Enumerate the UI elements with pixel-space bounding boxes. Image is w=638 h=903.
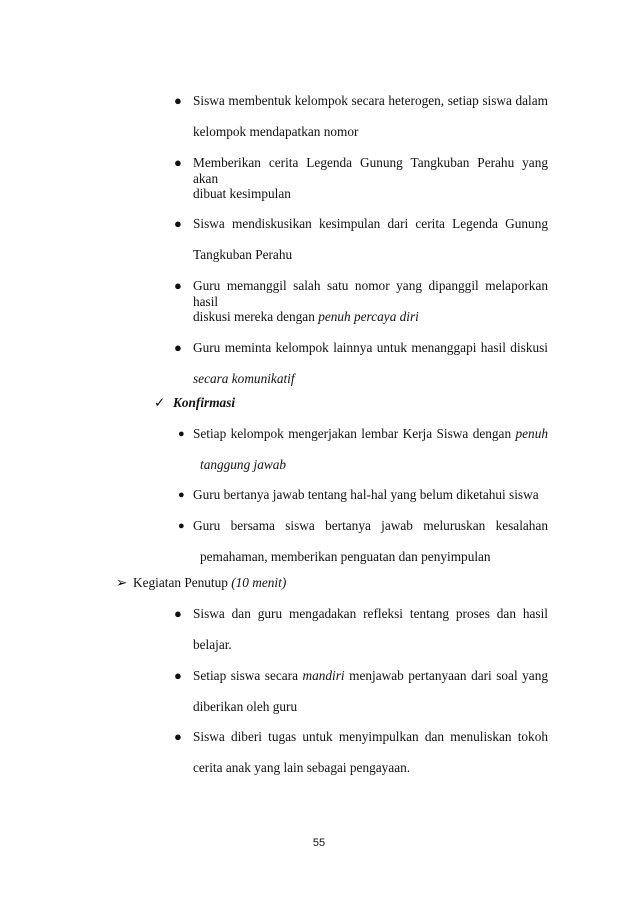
italic-text: penuh [515, 426, 548, 441]
bullet-icon: ● [174, 668, 182, 683]
list-item-line: kelompok mendapatkan nomor [193, 124, 359, 139]
bullet-icon: ● [174, 606, 182, 621]
list-item-line: Guru meminta kelompok lainnya untuk menanggapi hasil diskusi [193, 340, 548, 355]
list-item-line: Tangkuban Perahu [193, 247, 293, 262]
list-item-line: dibuat kesimpulan [193, 186, 291, 201]
list-item-line [193, 668, 548, 684]
italic-heading: Konfirmasi [173, 395, 236, 410]
bullet-icon: ● [174, 155, 182, 170]
list-item-line: pemahaman, memberikan penguatan dan penyimpulan [200, 549, 491, 564]
text-span: Setiap siswa secara [193, 668, 303, 683]
italic-text: tanggung jawab [200, 457, 287, 472]
list-item-line: diberikan oleh guru [193, 699, 298, 714]
bullet-icon: ● [174, 340, 182, 355]
italic-text: secara komunikatif [193, 371, 295, 386]
bullet-icon: ● [178, 428, 185, 440]
checkmark-icon: ✓ [154, 395, 166, 410]
section-heading [133, 575, 286, 591]
list-item-line [193, 309, 419, 325]
list-item-line: cerita anak yang lain sebagai pengayaan. [193, 760, 411, 775]
list-item-line: Siswa dan guru mengadakan refleksi tentang proses dan hasil [193, 606, 548, 621]
italic-text: penuh percaya diri [318, 309, 419, 324]
section-heading [173, 395, 235, 411]
list-item-line: Guru bertanya jawab tentang hal-hal yang belum diketahui siswa [193, 487, 539, 502]
list-item-line: Guru memanggil salah satu nomor yang dipanggil melaporkan hasil [193, 278, 548, 309]
list-item-line: belajar. [193, 637, 232, 652]
text-span: menjawab pertanyaan dari soal yang [344, 668, 548, 683]
bullet-icon: ● [178, 489, 185, 501]
heading-text: Kegiatan Penutup [133, 575, 232, 590]
bullet-icon: ● [174, 729, 182, 744]
list-item-line: Memberikan cerita Legenda Gunung Tangkuban Perahu yang akan [193, 155, 548, 186]
list-item-line: Siswa diberi tugas untuk menyimpulkan dan menuliskan tokoh [193, 729, 548, 744]
arrow-bullet-icon: ➢ [116, 575, 128, 590]
list-item-line: Guru bersama siswa bertanya jawab meluruskan kesalahan [193, 518, 548, 533]
italic-text: mandiri [302, 668, 345, 683]
bullet-icon: ● [174, 216, 182, 231]
duration-text: (10 menit) [231, 575, 287, 590]
list-item-line: Siswa mendiskusikan kesimpulan dari cerita Legenda Gunung [193, 216, 548, 231]
bullet-icon: ● [178, 520, 185, 532]
list-item-line [193, 426, 548, 442]
page-number: 55 [312, 837, 326, 849]
bullet-icon: ● [174, 278, 182, 293]
list-item-line [200, 457, 286, 473]
text-span: Setiap kelompok mengerjakan lembar Kerja Siswa dengan [193, 426, 516, 441]
bullet-icon: ● [174, 93, 182, 108]
list-item-line [193, 371, 295, 387]
text-span: diskusi mereka dengan [193, 309, 319, 324]
list-item-line: Siswa membentuk kelompok secara heterogen, setiap siswa dalam [193, 93, 548, 108]
